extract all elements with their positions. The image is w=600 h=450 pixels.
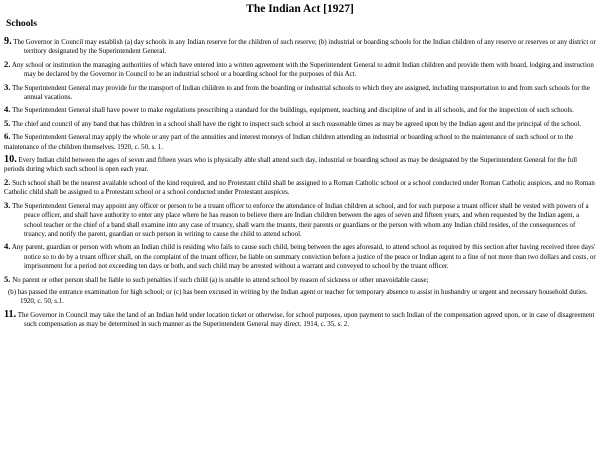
subparagraph <box>4 288 596 307</box>
paragraph-text: The Governor in Council may take the land of an Indian held under location ticket or otherwise, for school purposes, upon payment to such Indian of the compensation agreed upon, or in case of disagreement such compensation as may be determined in such manner as the Superintendent General may direct. 1914, c. 35, s. 2. <box>17 310 595 329</box>
paragraph-number: 9. <box>4 36 12 47</box>
paragraph-text: Such school shall be the nearest available school of the kind required, and no Protestant child shall be assigned to a Roman Catholic school or a school conducted under Roman Catholic auspices, and no Roman Catholic child shall be assigned to a Protestant school or a school conducted under Protestant auspices. <box>4 178 595 197</box>
paragraph-text: The Superintendent General shall have power to make regulations prescribing a standard for the buildings, equipment, teaching and discipline of and in all schools, and for the inspection of such schools. <box>12 106 574 115</box>
paragraph-number: 10. <box>4 154 17 166</box>
section-paragraph <box>4 132 596 152</box>
section-paragraph <box>4 105 596 115</box>
section-paragraph <box>4 155 596 175</box>
section-paragraph <box>4 119 596 129</box>
paragraph-text: (b) has passed the entrance examination for high school; or (c) has been excused in writing by the Indian agent or teacher for temporary absence to assist in husbandry or urgent and necessary household duties. 1920, c. 50, s.1. <box>8 287 588 306</box>
paragraph-text: The Superintendent General may apply the whole or any part of the annuities and interest moneys of Indian children attending an industrial or boarding school to the maintenance of such school or to the maintenance of the children themselves. 1920, c. 50, s. 1. <box>4 133 574 151</box>
paragraph-number: 3. <box>4 199 11 210</box>
paragraph-number: 11. <box>4 308 17 320</box>
section-paragraph <box>4 37 596 57</box>
paragraph-text: Every Indian child between the ages of seven and fifteen years who is physically able shall attend such day, industrial or boarding school as may be designated by the Superintendent General for the full periods during which such school is open each year. <box>4 156 578 174</box>
section-paragraph <box>4 275 596 285</box>
paragraph-list <box>4 37 596 330</box>
section-paragraph <box>4 242 596 271</box>
section-paragraph <box>4 83 596 103</box>
paragraph-text: Any school or institution the managing authorities of which have entered into a written agreement with the Superintendent General to admit Indian children and provide them with board, lodging and instruction may be declared by the Governor in Council to be an industrial school or a boarding school for the purposes of this Act. <box>11 60 594 79</box>
paragraph-text: No parent or other person shall be liable to such penalties if such child (a) is unable to attend school by reason of sickness or other unavoidable cause; <box>12 275 429 284</box>
section-paragraph <box>4 178 596 198</box>
paragraph-text: The Governor in Council may establish (a) day schools in any Indian reserve for the children of such reserve; (b) industrial or boarding schools for the Indian children of any reserve or reserves or any district or territory designated by the Superintendent General. <box>13 38 596 56</box>
paragraph-number: 2. <box>4 58 11 69</box>
section-paragraph <box>4 60 596 80</box>
paragraph-number: 4. <box>4 104 11 115</box>
paragraph-text: The Superintendent General may provide for the transport of Indian children to and from the boarding or industrial schools to which they are assigned, including transportation to and from such schools for the annual vacations. <box>12 83 590 102</box>
paragraph-number: 4. <box>4 241 11 252</box>
section-paragraph <box>4 201 596 240</box>
section-heading: Schools <box>6 18 37 29</box>
document-title: The Indian Act [1927] <box>246 3 354 15</box>
paragraph-text: The chief and council of any band that has children in a school shall have the right to inspect such school at such reasonable times as may be agreed upon by the Indian agent and the principal of the school. <box>12 119 582 128</box>
paragraph-number: 5. <box>4 273 11 284</box>
section-paragraph <box>4 310 596 330</box>
paragraph-number: 3. <box>4 81 11 92</box>
paragraph-number: 6. <box>4 131 11 142</box>
paragraph-number: 5. <box>4 117 11 128</box>
paragraph-number: 2. <box>4 176 11 187</box>
paragraph-text: The Superintendent General may appoint any officer or person to be a truant officer to enforce the attendance of Indian children at school, and for such purpose a truant officer shall be vested with powers of a peace officer, and shall have authority to enter any place where he has reason to believe there are Indian children between the ages of seven and fifteen years, and when requested by the Indian agent, a school teacher or the chief of a band shall examine into any case of truancy, shall warn the truants, their parents or guardians or the person with whom any Indian child resides, of the consequences of truancy, and notify the parent, guardian or such person in writing to cause the child to attend school. <box>12 201 589 238</box>
paragraph-text: Any parent, guardian or person with whom an Indian child is residing who fails to cause such child, being between the ages aforesaid, to attend school as required by this section after having received three days' notice so to do by a truant officer shall, on the complaint of the truant officer, be liable on summary conviction before a justice of the peace or Indian agent to a fine of not more than two dollars and costs, or imprisonment for a period not exceeding ten days or both, and such child may be arrested without a warrant and conveyed to school by the truant officer. <box>11 243 596 271</box>
